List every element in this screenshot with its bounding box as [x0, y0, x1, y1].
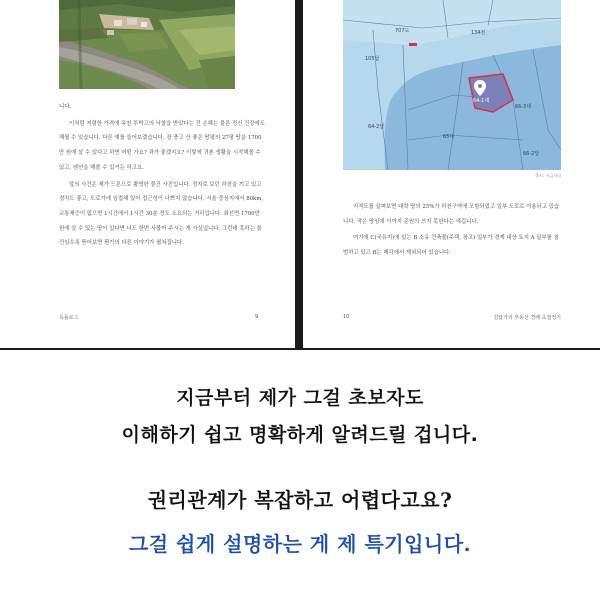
headline-line-4: 그걸 쉽게 설명하는 게 제 특기입니다.	[128, 532, 472, 556]
right-paragraph: 지적도를 살펴보면 대략 땅의 25%가 하천구역에 포함되었고 일부 도로로 이용되고 있습니다. 작은 땅임에 이까지 준원의 쓰지 못한다는 얘깁니다.	[343, 204, 560, 225]
left-page-number: 9	[255, 314, 259, 320]
map-label: 134전	[471, 30, 486, 36]
right-footer-label: 김탐가의 부동산 경매 초절정기	[493, 315, 561, 321]
map-label: 105답	[365, 56, 380, 62]
map-label: 65대	[443, 134, 455, 140]
map-label: 64-2답	[368, 124, 385, 130]
map-label: 66-2답	[523, 151, 540, 157]
right-page	[303, 0, 600, 348]
right-body-text	[343, 200, 561, 261]
headline-line-1: 지금부터 제가 그걸 초보자도	[176, 387, 424, 409]
right-paragraph: 여기에 C(국유지)에 있는 B 소유 건축물(주택, 창고) 일부가 경계 대상 토지 A 일부를 침범하고 있고 B는 매각에서 제외되어 있습니다.	[343, 235, 559, 257]
right-page-number: 10	[343, 314, 350, 320]
left-footer-label: 독플로그	[59, 315, 79, 321]
drone-photo	[59, 0, 235, 89]
map-label: 66-3대	[515, 104, 532, 110]
cadastral-map	[343, 0, 561, 170]
left-paragraph: 앞의 사건은 제가 드론으로 촬영한 물건 사진입니다. 정지로 보던 하천을 끼고 있고 경치도 좋고, 도로가에 임접해 있어 접근성이 나쁘지 않습니다. 서울 중심지에서 80km, 교통체증이 없으면 1시간에서 1시간 30분 정도 소요되는 거리입니다. 최선면 1700만 원에 살 수 있는 땅이 있다면 너도 한번 사볼까 주시는 게 사실입니다. 그런데 흑하는 물건임수록 뜯어보면 뭔가의 다른 이야기가 펼쳐집니다.	[59, 181, 264, 247]
left-paragraph: 니다.	[59, 104, 72, 110]
map-label: 64-1대	[473, 98, 490, 104]
headline-line-3: 권리관계가 복잡하고 어렵다고요?	[147, 488, 453, 512]
drone-photo-image	[59, 0, 235, 89]
map-label: 707도	[395, 28, 410, 34]
headline-line-2: 이해하기 쉽고 명확하게 알려드릴 겁니다.	[121, 424, 479, 446]
map-caption: 출처: 지금자리	[535, 173, 561, 178]
left-body-text	[59, 100, 265, 251]
cadastral-map-image	[343, 0, 561, 170]
left-page	[0, 0, 295, 348]
left-paragraph: 이처럼 저렴한 가격에 옥천 투박고의 낙찰을 받았다는 건 손해는 물론 정신 건강에도 해될 수 있습니다. 다른 예를 들어보겠습니다. 장 충고 산 좋은 땅평의 27평 땅을 1700만 원에 살 수 있다고 하면 어떤 가요? 과가 좋겠지요? 이렇에 귀촌 생활을 시작해볼 수 있고, 펜션을 해볼 수 있거든 하고요.	[59, 120, 265, 171]
